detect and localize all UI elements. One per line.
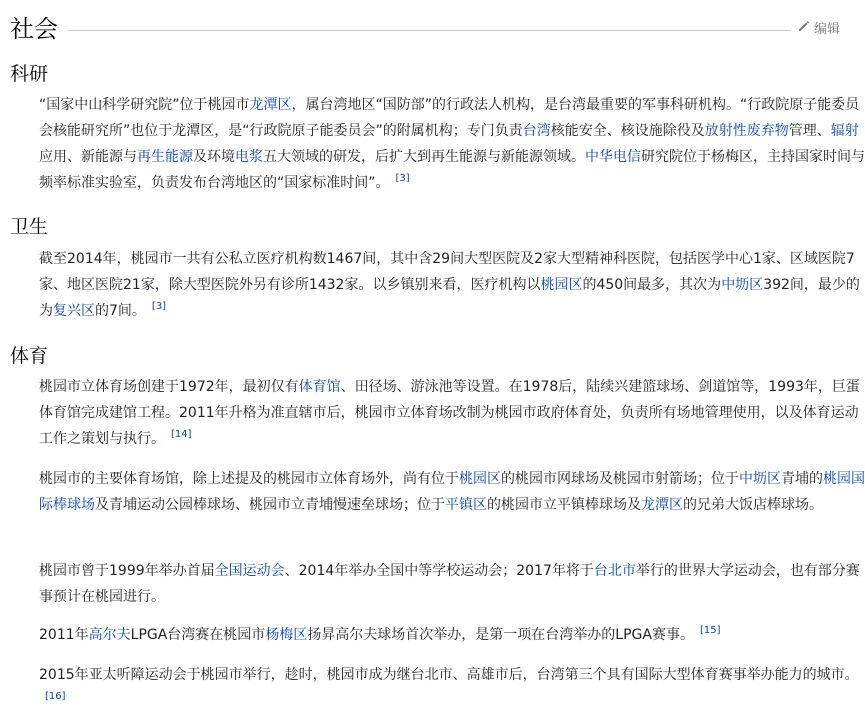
edit-label: 编辑 <box>813 22 840 37</box>
paragraph-text: 管理、 <box>788 123 831 139</box>
section-title: 社会 <box>10 15 58 43</box>
paragraph-text: 扬昇高尔夫球场首次举办，是第一项在台湾举办的LPGA赛事。 <box>307 627 694 643</box>
paragraph-text: LPGA台湾赛在桃园市 <box>130 627 266 643</box>
paragraph-text: 2011年 <box>39 627 89 643</box>
section-header <box>10 12 840 46</box>
paragraph-sports-venues <box>10 466 865 518</box>
subsection-title-health: 卫生 <box>10 216 49 238</box>
paragraph-text: 及青埔运动公园棒球场、桃园市立青埔慢速垒球场；位于 <box>95 497 445 513</box>
paragraph-text: 应用、新能源与 <box>39 149 137 165</box>
paragraph-text: 青埔的 <box>781 471 823 487</box>
reference-link[interactable]: [15] <box>699 625 721 636</box>
edit-link[interactable] <box>791 18 840 37</box>
wiki-link[interactable]: 复兴区 <box>53 303 95 319</box>
paragraph-text: 桃园市曾于1999年举办首届 <box>39 563 215 579</box>
paragraph-text: 五大领域的研发，后扩大到再生能源与新能源领域。 <box>263 149 585 165</box>
paragraph-text: 的7间。 <box>95 303 146 319</box>
wiki-link[interactable]: 桃园区 <box>459 471 501 487</box>
paragraph-sports-games <box>10 558 865 610</box>
wiki-link[interactable]: 中坜区 <box>721 277 764 293</box>
pencil-icon <box>797 19 811 37</box>
paragraph-text: 的桃园市网球场及桃园市射箭场；位于 <box>501 471 739 487</box>
wiki-link[interactable]: 中坜区 <box>739 471 781 487</box>
paragraph-research <box>10 92 865 196</box>
paragraph-sports-stadium <box>10 374 865 452</box>
paragraph-text: 研究院位于杨梅区，主持国家时间与频率标准实验室，负责发布台湾地区的“国家标准时间”。 <box>39 149 865 191</box>
paragraph-text: 举行的世界大学运动会，也有部分赛事预计在桃园进行。 <box>39 563 860 605</box>
reference-link[interactable]: [14] <box>171 429 192 440</box>
paragraph-text: 桃园市立体育场创建于1972年，最初仅有 <box>39 379 299 395</box>
wiki-link[interactable]: 中华电信 <box>585 149 641 165</box>
reference-link[interactable]: [16] <box>45 691 66 702</box>
reference-link[interactable]: [3] <box>151 301 167 312</box>
paragraph-text: 2015年亚太听障运动会于桃园市举行，趁时，桃园市成为继台北市、高雄市后，台湾第三个具有国际大型体育赛事举办能力的城市。 <box>39 667 859 683</box>
wiki-link[interactable]: 放射性废弃物 <box>704 123 789 139</box>
wiki-link[interactable]: 杨梅区 <box>265 627 308 643</box>
paragraph-text: 的450间最多，其次为 <box>582 277 722 293</box>
wiki-link[interactable]: 辐射 <box>830 123 859 139</box>
wiki-link[interactable]: 桃园国际棒球场 <box>39 471 865 513</box>
section-divider <box>68 30 840 31</box>
paragraph-text: 桃园市的主要体育场馆，除上述提及的桃园市立体育场外，尚有位于 <box>39 471 459 487</box>
paragraph-text: 核能安全、核设施除役及 <box>550 123 705 139</box>
paragraph-sports-deaflympics <box>10 662 865 714</box>
paragraph-text: 392间，最少的为 <box>39 277 860 319</box>
wiki-link[interactable]: 龙潭区 <box>249 97 292 113</box>
wiki-link[interactable]: 体育馆 <box>298 379 341 395</box>
wiki-link[interactable]: 全国运动会 <box>214 563 285 579</box>
subsection-title-sports: 体育 <box>10 345 49 367</box>
wiki-link[interactable]: 台湾 <box>522 123 551 139</box>
paragraph-text: ，属台湾地区“国防部”的行政法人机构，是台湾最重要的军事科研机构。“行政院原子能委员会核能研究所”也位于龙潭区，是“行政院原子能委员会”的附属机构；专门负责 <box>39 97 860 139</box>
paragraph-text: 的桃园市立平镇棒球场及 <box>487 497 641 513</box>
paragraph-text: “国家中山科学研究院”位于桃园市 <box>39 97 250 113</box>
reference-link[interactable]: [3] <box>395 173 410 184</box>
paragraph-health <box>10 246 865 324</box>
wiki-link[interactable]: 再生能源 <box>137 149 193 165</box>
wiki-link[interactable]: 桃园区 <box>540 277 583 293</box>
paragraph-text: 、田径场、游泳池等设置。在1978后，陆续兴建篮球场、剑道馆等，1993年，巨蛋体育馆完成建馆工程。2011年升格为准直辖市后，桃园市立体育场改制为桃园市政府体育处，负责所有场地管理使用，以及体育运动工作之策划与执行。 <box>39 379 860 447</box>
wiki-link[interactable]: 龙潭区 <box>641 497 683 513</box>
paragraph-text: 截至2014年，桃园市一共有公私立医疗机构数1467间，其中含29间大型医院及2家大型精神科医院，包括医学中心1家、区域医院7家、地区医院21家，除大型医院外另有诊所1432家。以乡镇别来看，医疗机构以 <box>39 251 855 293</box>
paragraph-sports-lpga <box>10 622 865 648</box>
wiki-link[interactable]: 台北市 <box>593 563 636 579</box>
wiki-link[interactable]: 平镇区 <box>445 497 487 513</box>
paragraph-text: 及环境 <box>193 149 235 165</box>
paragraph-text: 的兄弟大饭店棒球场。 <box>683 497 823 513</box>
wiki-link[interactable]: 电浆 <box>235 149 263 165</box>
paragraph-text: 、2014年举办全国中等学校运动会；2017年将于 <box>284 563 594 579</box>
wiki-link[interactable]: 高尔夫 <box>88 627 131 643</box>
subsection-title-research: 科研 <box>10 63 49 85</box>
